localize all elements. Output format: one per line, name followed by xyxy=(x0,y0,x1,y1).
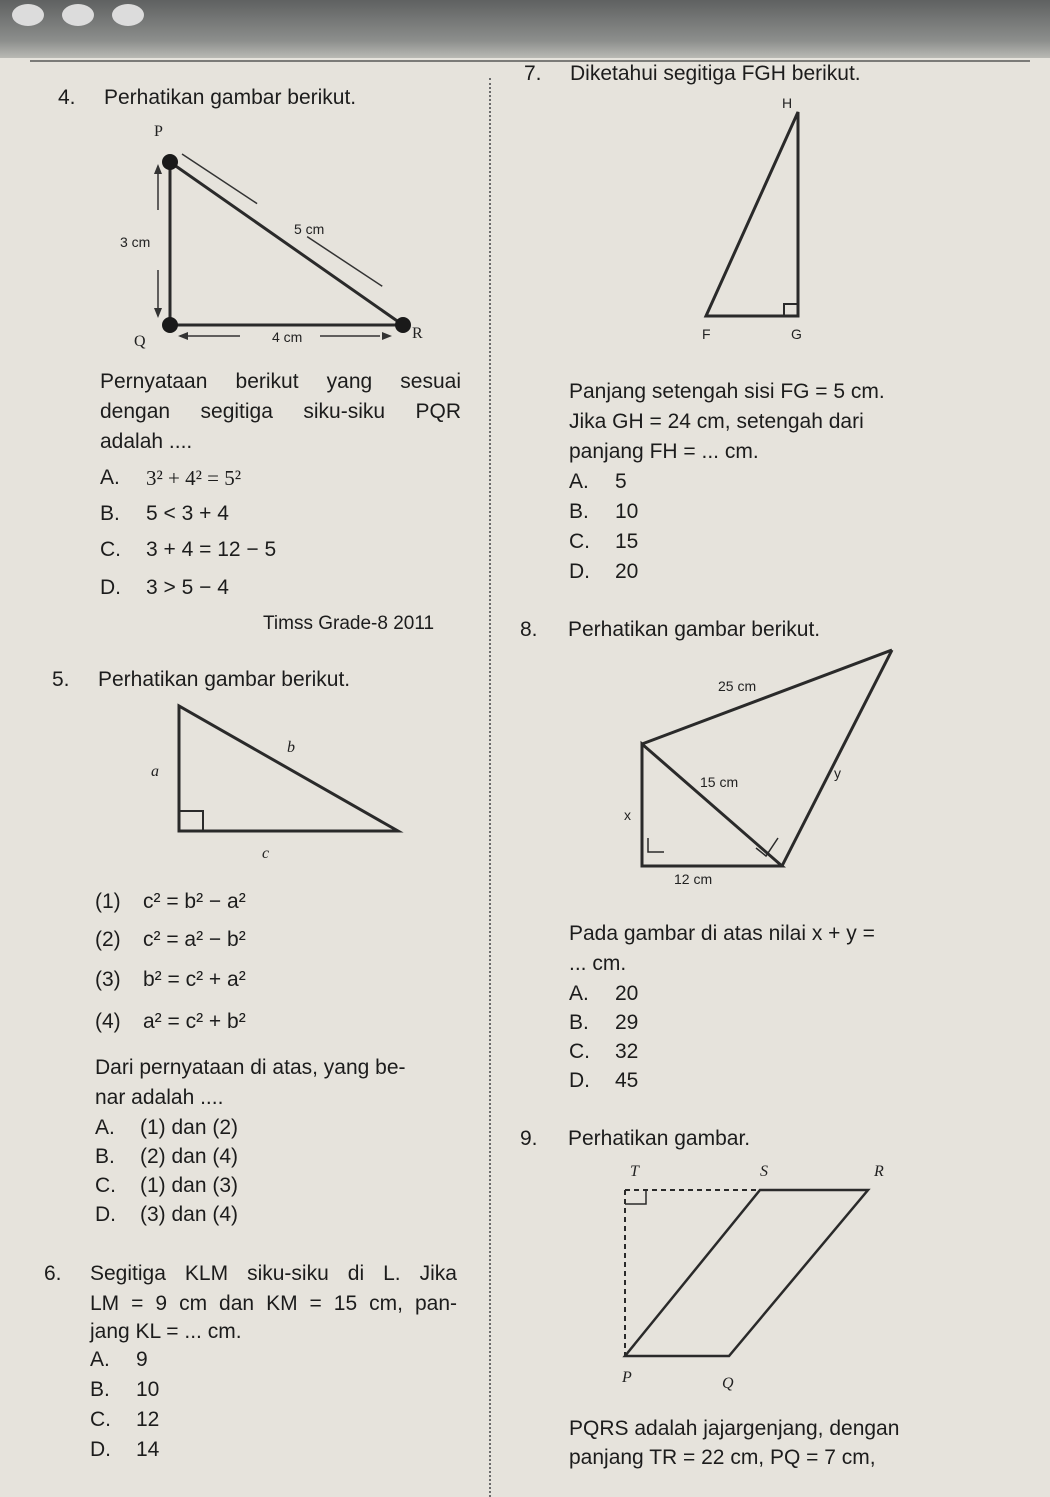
q8-number: 8. xyxy=(520,618,538,641)
q5-statement-text: c² = b² − a² xyxy=(143,890,246,913)
q5-number: 5. xyxy=(52,668,70,691)
q4-option-letter: A. xyxy=(100,466,120,489)
q6-number: 6. xyxy=(44,1262,62,1285)
q6-option-text: 14 xyxy=(136,1438,160,1461)
q6-line: LM = 9 cm dan KM = 15 cm, pan- xyxy=(90,1292,457,1315)
q5-statement-text: b² = c² + a² xyxy=(143,968,246,991)
q5-statement-text: c² = a² − b² xyxy=(143,928,246,951)
q7-line: panjang FH = ... cm. xyxy=(569,440,759,463)
q5-label-a: a xyxy=(151,763,159,780)
q7-option-letter: C. xyxy=(569,530,590,553)
q7-option-letter: A. xyxy=(569,470,589,493)
q6-line: Segitiga KLM siku-siku di L. Jika xyxy=(90,1262,457,1285)
decorative-dot xyxy=(62,4,94,26)
q9-label-r: R xyxy=(874,1163,884,1180)
q5-option-letter: B. xyxy=(95,1145,115,1168)
q9-stem: Perhatikan gambar. xyxy=(568,1127,751,1150)
q7-line: Jika GH = 24 cm, setengah dari xyxy=(569,410,864,433)
q8-line: Pada gambar di atas nilai x + y = xyxy=(569,922,875,945)
q8-label-x: x xyxy=(624,807,631,823)
q7-option-text: 20 xyxy=(615,560,639,583)
q4-label-q: Q xyxy=(134,333,146,350)
q7-label-g: G xyxy=(791,326,802,342)
q8-label-y: y xyxy=(834,765,841,781)
q4-triangle-figure xyxy=(100,118,460,358)
column-divider xyxy=(489,78,491,1497)
q7-option-text: 15 xyxy=(615,530,639,553)
q4-option-letter: C. xyxy=(100,538,121,561)
q8-label-top: 25 cm xyxy=(718,678,757,694)
q5-label-c: c xyxy=(262,845,270,862)
q8-option-letter: A. xyxy=(569,982,589,1005)
q4-number: 4. xyxy=(58,86,76,109)
q4-source: Timss Grade-8 2011 xyxy=(263,613,435,634)
q4-label-r: R xyxy=(412,325,423,342)
q7-triangle-figure xyxy=(690,88,820,348)
q8-option-text: 29 xyxy=(615,1011,639,1034)
q5-question-line: nar adalah .... xyxy=(95,1086,224,1109)
q7-option-letter: D. xyxy=(569,560,590,583)
q5-option-text: (3) dan (4) xyxy=(140,1203,239,1226)
q8-option-letter: B. xyxy=(569,1011,589,1034)
q4-option-text: 3 > 5 − 4 xyxy=(146,576,229,599)
q4-statement-line: dengan segitiga siku-siku PQR xyxy=(100,400,461,423)
q4-option-letter: D. xyxy=(100,576,121,599)
q5-label-b: b xyxy=(287,739,295,756)
q9-parallelogram-figure xyxy=(600,1152,900,1402)
q9-label-t: T xyxy=(630,1163,639,1180)
q8-option-letter: C. xyxy=(569,1040,590,1063)
q9-label-s: S xyxy=(760,1163,768,1180)
q4-option-letter: B. xyxy=(100,502,120,525)
q7-option-text: 5 xyxy=(615,470,627,493)
q5-option-letter: A. xyxy=(95,1116,115,1139)
q5-option-text: (1) dan (2) xyxy=(140,1116,239,1139)
q6-option-letter: D. xyxy=(90,1438,111,1461)
q7-label-h: H xyxy=(782,95,793,111)
q7-line: Panjang setengah sisi FG = 5 cm. xyxy=(569,380,885,403)
q6-option-letter: A. xyxy=(90,1348,110,1371)
q6-option-text: 12 xyxy=(136,1408,160,1431)
q8-stem: Perhatikan gambar berikut. xyxy=(568,618,821,641)
q6-option-text: 10 xyxy=(136,1378,160,1401)
q4-label-pr: 5 cm xyxy=(294,221,325,237)
q9-line: panjang TR = 22 cm, PQ = 7 cm, xyxy=(569,1446,876,1469)
q6-option-letter: C. xyxy=(90,1408,111,1431)
q6-option-text: 9 xyxy=(136,1348,148,1371)
q7-option-text: 10 xyxy=(615,500,639,523)
q9-label-p: P xyxy=(622,1369,632,1386)
q5-triangle-figure xyxy=(140,698,410,868)
q8-figure xyxy=(600,640,900,900)
q8-option-text: 32 xyxy=(615,1040,639,1063)
q5-statement-num: (1) xyxy=(95,890,121,913)
q8-line: ... cm. xyxy=(569,952,627,975)
q4-option-text: 3² + 4² = 5² xyxy=(146,466,242,490)
q5-option-letter: D. xyxy=(95,1203,116,1226)
q5-question-line: Dari pernyataan di atas, yang be- xyxy=(95,1056,406,1079)
q4-statement-line: adalah .... xyxy=(100,430,193,453)
q4-option-text: 3 + 4 = 12 − 5 xyxy=(146,538,277,561)
q4-label-p: P xyxy=(154,123,163,140)
q9-label-q: Q xyxy=(722,1375,734,1392)
q8-label-hyp: 15 cm xyxy=(700,774,739,790)
q4-label-qr: 4 cm xyxy=(272,329,303,345)
q9-line: PQRS adalah jajargenjang, dengan xyxy=(569,1417,900,1440)
q5-statement-num: (2) xyxy=(95,928,121,951)
q4-label-pq: 3 cm xyxy=(120,234,151,250)
q5-option-letter: C. xyxy=(95,1174,116,1197)
q5-statement-num: (4) xyxy=(95,1010,121,1033)
q8-label-bottom: 12 cm xyxy=(674,871,713,887)
q7-number: 7. xyxy=(524,62,542,85)
q4-stem: Perhatikan gambar berikut. xyxy=(104,86,357,109)
q5-statement-text: a² = c² + b² xyxy=(143,1010,246,1033)
q8-option-letter: D. xyxy=(569,1069,590,1092)
q9-number: 9. xyxy=(520,1127,538,1150)
q6-option-letter: B. xyxy=(90,1378,110,1401)
q7-stem: Diketahui segitiga FGH berikut. xyxy=(570,62,861,85)
q5-option-text: (2) dan (4) xyxy=(140,1145,239,1168)
q8-option-text: 45 xyxy=(615,1069,639,1092)
q5-stem: Perhatikan gambar berikut. xyxy=(98,668,351,691)
q4-statement-line: Pernyataan berikut yang sesuai xyxy=(100,370,461,393)
q5-statement-num: (3) xyxy=(95,968,121,991)
q8-option-text: 20 xyxy=(615,982,639,1005)
q5-option-text: (1) dan (3) xyxy=(140,1174,239,1197)
decorative-dot xyxy=(112,4,144,26)
q4-option-text: 5 < 3 + 4 xyxy=(146,502,229,525)
decorative-dot xyxy=(12,4,44,26)
q7-option-letter: B. xyxy=(569,500,589,523)
top-decorative-band xyxy=(0,0,1050,58)
q6-line: jang KL = ... cm. xyxy=(90,1320,242,1343)
q7-label-f: F xyxy=(702,326,711,342)
